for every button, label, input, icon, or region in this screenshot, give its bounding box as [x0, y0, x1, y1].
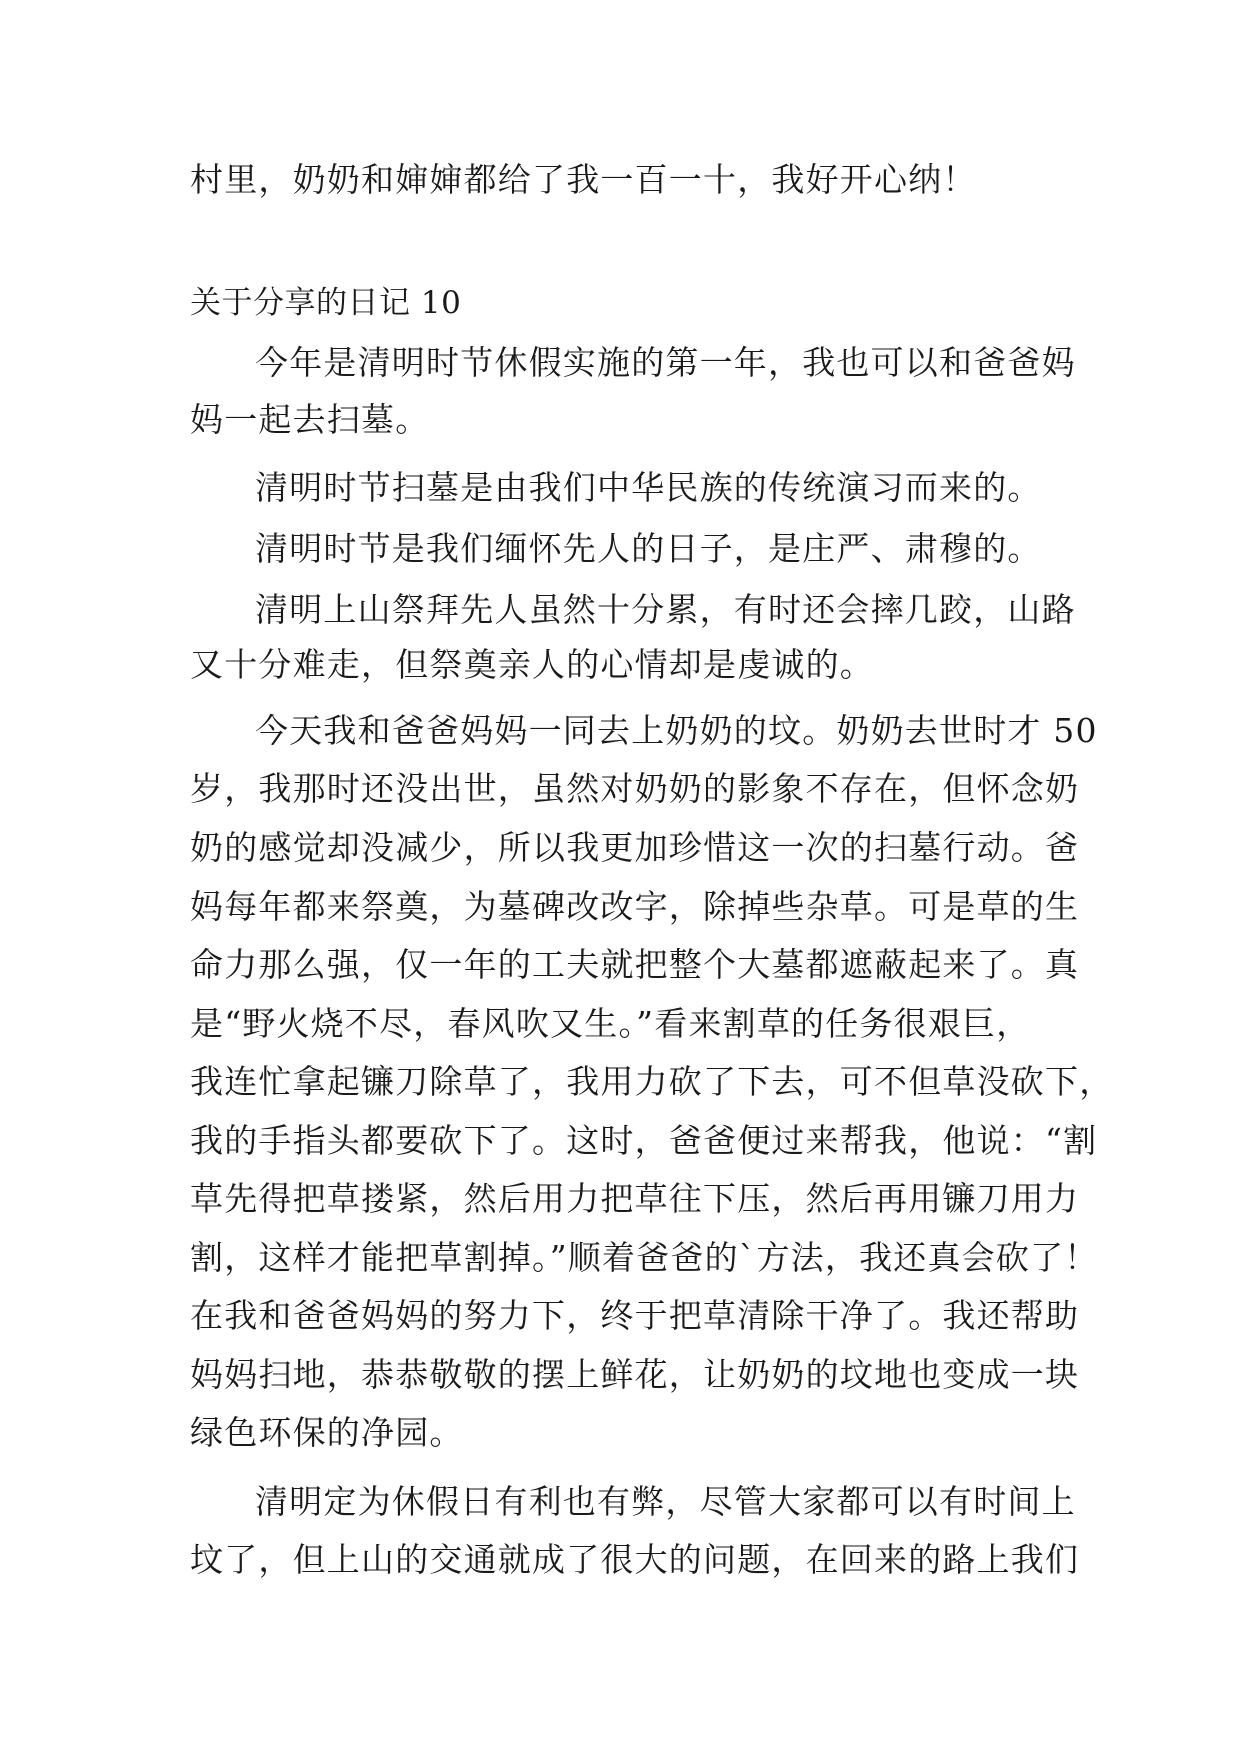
paragraph-line: 岁，我那时还没出世，虽然对奶奶的影象不存在，但怀念奶 — [190, 769, 1080, 808]
paragraph-line: 村里，奶奶和婶婶都给了我一百一十，我好开心纳！ — [190, 160, 977, 199]
paragraph-line: 命力那么强，仅一年的工夫就把整个大墓都遮蔽起来了。真 — [190, 945, 1080, 984]
paragraph-line: 在我和爸爸妈妈的努力下，终于把草清除干净了。我还帮助 — [190, 1296, 1080, 1335]
paragraph-line: 割，这样才能把草割掉。”顺着爸爸的`方法，我还真会砍了！ — [190, 1238, 1099, 1277]
paragraph-line: 清明定为休假日有利也有弊，尽管大家都可以有时间上 — [255, 1482, 1076, 1521]
paragraph-line: 又十分难走，但祭奠亲人的心情却是虔诚的。 — [190, 645, 874, 684]
paragraph-line: 清明时节扫墓是由我们中华民族的传统演习而来的。 — [255, 468, 1042, 507]
paragraph-line: 我连忙拿起镰刀除草了，我用力砍了下去，可不但草没砍下， — [190, 1062, 1114, 1101]
paragraph-line: 清明上山祭拜先人虽然十分累，有时还会摔几跤，山路 — [255, 590, 1076, 629]
paragraph-line: 我的手指头都要砍下了。这时，爸爸便过来帮我，他说：“割 — [190, 1121, 1098, 1160]
paragraph-line: 今年是清明时节休假实施的第一年，我也可以和爸爸妈 — [255, 343, 1076, 382]
paragraph-line: 绿色环保的净园。 — [190, 1413, 464, 1452]
paragraph-line: 妈每年都来祭奠，为墓碑改改字，除掉些杂草。可是草的生 — [190, 887, 1080, 926]
paragraph-line: 奶的感觉却没减少，所以我更加珍惜这一次的扫墓行动。爸 — [190, 828, 1080, 867]
paragraph-line: 妈妈扫地，恭恭敬敬的摆上鲜花，让奶奶的坟地也变成一块 — [190, 1355, 1080, 1394]
paragraph-line: 坟了，但上山的交通就成了很大的问题，在回来的路上我们 — [190, 1540, 1080, 1579]
paragraph-line: 是“野火烧不尽，春风吹又生。”看来割草的任务很艰巨， — [190, 1004, 1031, 1043]
paragraph-line: 妈一起去扫墓。 — [190, 400, 430, 439]
section-title: 关于分享的日记 10 — [190, 285, 462, 321]
paragraph-line: 清明时节是我们缅怀先人的日子，是庄严、肃穆的。 — [255, 529, 1042, 568]
paragraph-line: 今天我和爸爸妈妈一同去上奶奶的坟。奶奶去世时才 50 — [255, 711, 1098, 750]
paragraph-line: 草先得把草搂紧，然后用力把草往下压，然后再用镰刀用力 — [190, 1179, 1080, 1218]
